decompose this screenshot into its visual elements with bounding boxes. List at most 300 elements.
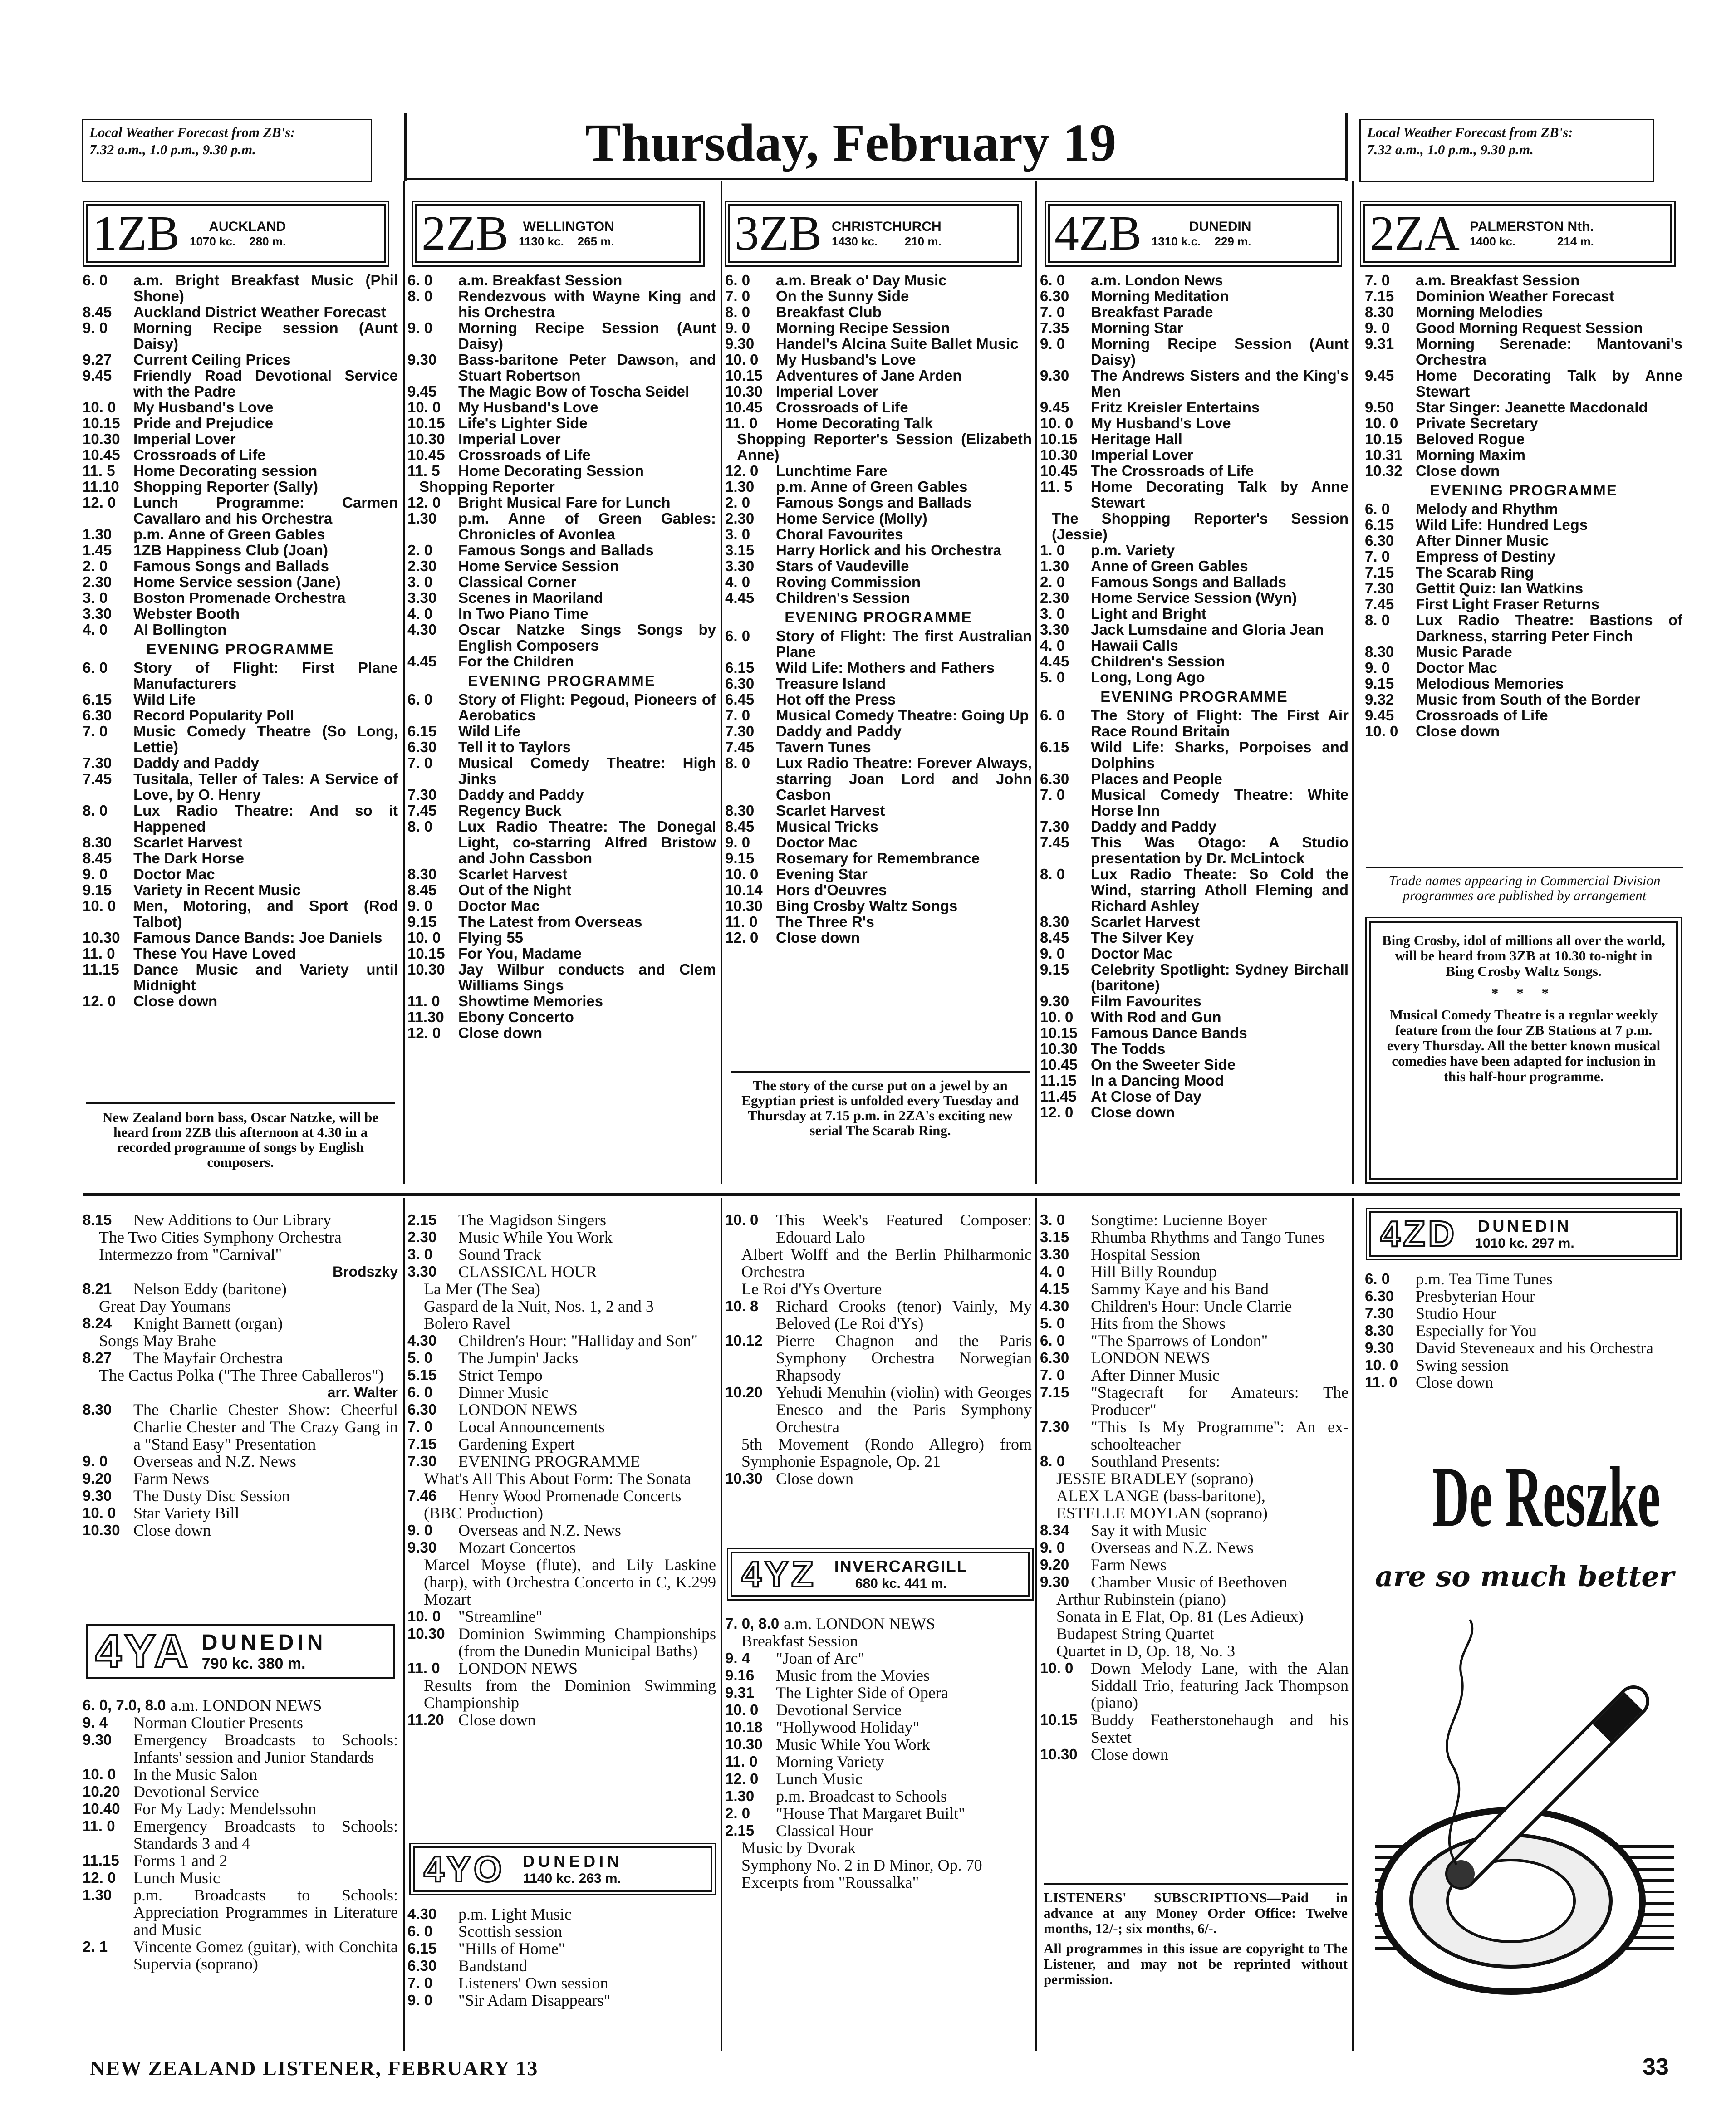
programme-title: Bass-baritone Peter Dawson, and Stuart Robertson	[458, 351, 716, 384]
station-kc: 1310 k.c.	[1152, 234, 1201, 248]
programme-title: 5th Movement (Rondo Allegro) from Symphonie Espagnole, Op. 21	[741, 1435, 1032, 1470]
programme-title: In the Music Salon	[133, 1765, 257, 1783]
time-label: 9.30	[407, 351, 437, 368]
programme-title: Overseas and N.Z. News	[1091, 1538, 1254, 1557]
programme-title: Evening Star	[776, 866, 868, 882]
list-item	[1040, 1280, 1349, 1298]
list-item	[1040, 1591, 1349, 1608]
programme-title: Home Decorating Talk	[776, 415, 933, 431]
list-item	[83, 1332, 398, 1349]
list-item	[1040, 1349, 1349, 1366]
time-label: 7. 0	[407, 1974, 433, 1991]
list-item	[1040, 930, 1349, 945]
copyright-text: All programmes in this issue are copyright to The Listener, and may not be reprinted without permission.	[1044, 1940, 1348, 1987]
station-box-2za	[1363, 204, 1672, 263]
list-item	[407, 1556, 716, 1608]
programme-title: Budapest String Quartet	[1056, 1625, 1214, 1643]
list-item	[1040, 463, 1349, 479]
list-item	[1040, 574, 1349, 590]
time-label: 5.15	[407, 1366, 437, 1383]
station-box-4ya	[86, 1624, 395, 1679]
programme-title: Strict Tempo	[458, 1366, 543, 1384]
list-item	[1365, 1305, 1682, 1322]
list-item	[83, 447, 398, 463]
time-label: 11.15	[83, 961, 119, 978]
programme-title: Forms 1 and 2	[133, 1851, 227, 1870]
time-label: 8.21	[83, 1280, 112, 1297]
programme-title: Shopping Reporter	[419, 478, 555, 495]
programme-title: LONDON NEWS	[458, 1659, 578, 1677]
time-label: 2. 0	[83, 558, 108, 574]
time-label: 10.20	[83, 1783, 120, 1800]
programme-title: Famous Dance Bands	[1091, 1024, 1247, 1041]
time-label: 11. 0	[83, 1817, 115, 1834]
list-item	[407, 542, 716, 558]
list-item	[725, 1788, 1032, 1805]
programme-title: Quartet in D, Op. 18, No. 3	[1056, 1642, 1235, 1660]
programme-title: Morning Recipe session (Aunt Daisy)	[133, 319, 398, 352]
time-label: 8. 0	[1040, 866, 1065, 882]
station-box-4yo	[413, 1846, 712, 1892]
programme-title: Vincente Gomez (guitar), with Conchita Supervia (soprano)	[133, 1938, 398, 1973]
programme-title: Crossroads of Life	[776, 399, 908, 416]
programme-title: Sound Track	[458, 1245, 542, 1264]
time-label: 12. 0	[83, 1869, 116, 1886]
time-label: 2.30	[407, 558, 437, 574]
programme-title: EVENING PROGRAMME	[458, 1452, 641, 1470]
list-item	[725, 304, 1032, 320]
time-label: 2.30	[725, 510, 755, 527]
list-item	[1040, 1246, 1349, 1263]
programme-title: Adventures of Jane Arden	[776, 367, 962, 384]
programme-title: Boston Promenade Orchestra	[133, 589, 346, 606]
list-item	[1365, 1322, 1682, 1339]
list-item	[1040, 834, 1349, 866]
programme-title: Lux Radio Theatre: The Donegal Light, co-starring Alfred Bristow and John Cassbon	[458, 818, 716, 867]
list-item	[1365, 660, 1682, 676]
list-item	[407, 320, 716, 352]
programme-title: Great Day Youmans	[99, 1297, 231, 1315]
time-label: 10.18	[725, 1719, 763, 1735]
programme-title: Music Parade	[1416, 643, 1512, 660]
station-city: INVERCARGILL	[834, 1557, 968, 1576]
time-label: 9. 0	[1365, 319, 1390, 336]
time-label: 10. 0	[725, 351, 759, 368]
programme-title: Bandstand	[458, 1957, 527, 1975]
programme-title: Good Morning Request Session	[1416, 319, 1643, 336]
time-label: 10. 0	[725, 866, 759, 882]
list-item	[725, 590, 1032, 606]
time-label: 6.30	[1365, 1288, 1394, 1304]
time-label: 1. 0	[1040, 542, 1065, 558]
time-label: 5. 0	[407, 1349, 433, 1366]
time-label: 8.30	[1365, 643, 1394, 660]
station-call: 2ZB	[422, 206, 509, 260]
list-item	[725, 1719, 1032, 1736]
time-label: 9. 0	[407, 319, 433, 336]
time-label: 9. 0	[83, 319, 108, 336]
time-label: 8.34	[1040, 1522, 1069, 1538]
time-label: 6. 0	[1040, 272, 1065, 289]
programme-title: Handel's Alcina Suite Ballet Music	[776, 335, 1019, 352]
programme-title: Story of Flight: Pegoud, Pioneers of Aerobatics	[458, 691, 716, 724]
list-item	[725, 882, 1032, 898]
time-label: 1.45	[83, 542, 112, 558]
list-item	[83, 930, 398, 945]
list-item	[407, 1905, 716, 1923]
time-label: 10. 0	[725, 1211, 759, 1228]
time-label: 6.15	[407, 1940, 437, 1957]
subscriptions-note	[1044, 1883, 1348, 1987]
time-label: 4. 0	[1040, 1263, 1065, 1280]
time-label: 9.20	[83, 1470, 112, 1487]
time-label: 10.31	[1365, 446, 1403, 463]
programme-title: The Latest from Overseas	[458, 913, 642, 930]
list-item	[1365, 676, 1682, 691]
programme-title: Close down	[1091, 1745, 1168, 1763]
programme-title: Famous Songs and Ballads	[133, 558, 329, 574]
time-label: 8.30	[83, 1401, 112, 1418]
programme-title: a.m. Break o' Day Music	[776, 272, 947, 289]
evening-programme-heading: EVENING PROGRAMME	[468, 672, 656, 689]
programme-title: Crossroads of Life	[133, 446, 266, 463]
list-item	[1040, 787, 1349, 818]
time-label: 10.45	[83, 446, 120, 463]
programme-title: Scottish session	[458, 1922, 563, 1940]
station-m: 214 m.	[1557, 234, 1594, 248]
programme-title: Hors d'Oeuvres	[776, 882, 887, 898]
programme-title: Roving Commission	[776, 573, 921, 590]
time-label: 11. 5	[1040, 478, 1073, 495]
time-label: 10.15	[1040, 431, 1078, 447]
time-label: 9. 0	[407, 1522, 433, 1538]
time-label: 9.30	[1040, 367, 1069, 384]
list-item	[725, 336, 1032, 352]
list-item	[1040, 415, 1349, 431]
time-label: 11. 0	[83, 945, 115, 962]
time-label: 8.27	[83, 1349, 112, 1366]
programme-title: After Dinner Music	[1091, 1366, 1220, 1384]
programme-title: Close down	[1416, 462, 1500, 479]
programme-title: a.m. Breakfast Session	[1416, 272, 1580, 289]
list-item	[725, 1332, 1032, 1384]
list-item	[407, 399, 716, 415]
list-item	[407, 1992, 716, 2009]
list-item	[83, 1211, 398, 1229]
list-item	[1040, 945, 1349, 961]
time-label: 7. 0	[725, 288, 750, 304]
list-item	[1365, 272, 1682, 288]
evening-programme-heading: EVENING PROGRAMME	[146, 641, 334, 657]
time-label: 9.45	[1040, 399, 1069, 416]
programme-title: At Close of Day	[1091, 1088, 1201, 1105]
list-item	[725, 866, 1032, 882]
programme-title: Anne of Green Gables	[1091, 558, 1248, 574]
time-label: 6. 0	[1365, 500, 1390, 517]
programme-title: ESTELLE MOYLAN (soprano)	[1056, 1504, 1268, 1522]
list-item	[407, 1349, 716, 1366]
time-label: 7. 0	[83, 723, 108, 740]
list-item	[407, 415, 716, 431]
time-label: 9.50	[1365, 399, 1394, 416]
programme-title: Imperial Lover	[776, 383, 878, 400]
list-item	[83, 1886, 398, 1938]
weather-box-right	[1359, 119, 1654, 182]
note-1zb: New Zealand born bass, Oscar Natzke, will be heard from 2ZB this afternoon at 4.30 in a recorded programme of songs by English composers.	[86, 1102, 395, 1170]
list-item	[1365, 415, 1682, 431]
list-item	[407, 447, 716, 463]
list-item	[1365, 288, 1682, 304]
list-item	[83, 304, 398, 320]
programme-title: "Hollywood Holiday"	[776, 1718, 920, 1736]
list-item	[407, 1539, 716, 1556]
programme-title: Symphony No. 2 in D Minor, Op. 70	[741, 1856, 982, 1874]
time-label: 12. 0	[83, 993, 116, 1009]
list-item	[1040, 1522, 1349, 1539]
programme-title: Musical Comedy Theatre: White Horse Inn	[1091, 786, 1349, 819]
time-label: 6.30	[407, 1957, 437, 1974]
list-item	[83, 1783, 398, 1800]
time-label: 11. 0	[725, 1753, 758, 1770]
list-item	[725, 1246, 1032, 1280]
time-label: 6. 0	[407, 1384, 433, 1401]
station-call: 3ZB	[735, 206, 822, 260]
promo-box	[1369, 921, 1678, 1180]
programme-title: Lux Radio Theate: So Cold the Wind, starring Atholl Fleming and Richard Ashley	[1091, 866, 1349, 914]
programme-title: a.m. London News	[1091, 272, 1223, 289]
programme-title: Morning Star	[1091, 319, 1183, 336]
list-item	[83, 1401, 398, 1453]
time-label: 8. 0	[1040, 1453, 1065, 1469]
list-item	[407, 1298, 716, 1315]
time-label: 6. 0	[1365, 1270, 1390, 1287]
list-item	[1365, 431, 1682, 447]
time-label: 9.30	[83, 1487, 112, 1504]
programme-title: The Magic Bow of Toscha Seidel	[458, 383, 690, 400]
list-item	[83, 707, 398, 723]
programme-title: JESSIE BRADLEY (soprano)	[1056, 1469, 1254, 1488]
programme-title: Scenes in Maoriland	[458, 589, 603, 606]
programme-title: Close down	[133, 993, 218, 1009]
list-item	[725, 1701, 1032, 1719]
programme-title: Men, Motoring, and Sport (Rod Talbot)	[133, 897, 398, 930]
station-m: 265 m.	[577, 234, 614, 248]
list-item	[83, 1349, 398, 1366]
list-item	[83, 993, 398, 1009]
programme-title: Imperial Lover	[1091, 446, 1193, 463]
schedule-4zd	[1365, 1270, 1682, 1415]
programme-title: Daddy and Paddy	[133, 754, 259, 771]
time-label: 8.45	[83, 850, 112, 867]
evening-programme-heading: EVENING PROGRAMME	[785, 609, 972, 626]
time-label: 10.15	[1365, 431, 1403, 447]
list-item	[1040, 653, 1349, 669]
programme-title: Pride and Prejudice	[133, 415, 274, 431]
time-label: 8. 0	[725, 754, 750, 771]
list-item	[1040, 590, 1349, 606]
time-label: 9. 0	[725, 834, 750, 851]
time-label: 11. 0	[407, 1660, 440, 1676]
list-item	[1040, 1711, 1349, 1746]
promo-musical: Musical Comedy Theatre is a regular weekly feature from the four ZB Stations at 7 p.m. every Thursday. All the better known musical comedies have been adapted for inclusion in this half-hour programme.	[1387, 1007, 1661, 1084]
programme-title: Swing session	[1416, 1356, 1509, 1374]
programme-title: ALEX LANGE (bass-baritone),	[1056, 1487, 1265, 1505]
list-item	[1365, 1357, 1682, 1374]
list-item	[1040, 1453, 1349, 1470]
programme-title: Gardening Expert	[458, 1435, 575, 1453]
time-label: 7. 0	[1365, 272, 1390, 289]
programme-title: Star Singer: Jeanette Macdonald	[1416, 399, 1648, 416]
time-label: 11.20	[407, 1711, 444, 1728]
time-label: 4.30	[407, 621, 437, 638]
time-label: 2.15	[407, 1211, 437, 1228]
programme-title: Breakfast Parade	[1091, 304, 1213, 320]
time-label: 8. 0	[407, 288, 433, 304]
programme-title: Bright Musical Fare for Lunch	[458, 494, 671, 511]
programme-title: Doctor Mac	[1091, 945, 1172, 962]
list-item	[83, 558, 398, 574]
programme-title: Al Bollington	[133, 621, 227, 638]
list-item	[83, 898, 398, 930]
programme-title: Doctor Mac	[458, 897, 540, 914]
time-label: 6. 0, 7.0, 8.0	[83, 1697, 166, 1714]
list-item	[1365, 549, 1682, 564]
time-label: 3. 0	[1040, 605, 1065, 622]
list-item	[83, 542, 398, 558]
programme-title: Hot off the Press	[776, 691, 896, 708]
programme-title: Devotional Service	[133, 1783, 259, 1801]
list-item	[407, 1940, 716, 1957]
programme-title: Scarlet Harvest	[458, 866, 568, 882]
list-item	[725, 367, 1032, 383]
list-item	[407, 1625, 716, 1660]
programme-title: Scarlet Harvest	[133, 834, 243, 851]
programme-title: The Three R's	[776, 913, 874, 930]
time-label: 11. 0	[725, 415, 758, 431]
time-label: 10.30	[407, 431, 445, 447]
time-label: 1.30	[725, 478, 755, 495]
programme-title: Overseas and N.Z. News	[133, 1452, 296, 1470]
programme-title: Results from the Dominion Swimming Championship	[424, 1676, 716, 1712]
list-item	[407, 787, 716, 803]
station-call: 4YZ	[741, 1554, 816, 1594]
list-item	[725, 383, 1032, 399]
list-item	[1040, 558, 1349, 574]
programme-title: Daddy and Paddy	[776, 723, 902, 740]
station-kc: 1400 kc.	[1469, 234, 1516, 248]
time-label: 6.30	[407, 739, 437, 755]
note-3zb: The story of the curse put on a jewel by an Egyptian priest is unfolded every Tuesday and Thursday at 7.15 p.m. in 2ZA's exciting new serial The Scarab Ring.	[731, 1071, 1030, 1138]
programme-title: Breakfast Club	[776, 304, 882, 320]
time-label: 7.45	[1040, 834, 1069, 851]
time-label: 11. 0	[407, 993, 440, 1009]
time-label: 4. 0	[407, 605, 433, 622]
time-label: 6.15	[1040, 739, 1069, 755]
time-label: 10. 0	[407, 929, 441, 946]
list-item	[1040, 818, 1349, 834]
list-item	[83, 606, 398, 622]
time-label: 8. 0	[83, 802, 108, 819]
list-item	[83, 1487, 398, 1504]
list-item	[83, 834, 398, 850]
time-label: 11.45	[1040, 1088, 1077, 1105]
time-label: 9. 4	[83, 1714, 108, 1731]
list-item	[407, 463, 716, 479]
column-rule	[1352, 1198, 1354, 2051]
list-item	[407, 1974, 716, 1992]
programme-title: These You Have Loved	[133, 945, 296, 962]
list-item	[1365, 596, 1682, 612]
programme-title: p.m. Anne of Green Gables	[133, 526, 325, 543]
programme-title: (BBC Production)	[424, 1504, 544, 1522]
list-item	[407, 1280, 716, 1298]
list-item	[407, 1418, 716, 1435]
list-item	[725, 818, 1032, 834]
station-city: PALMERSTON Nth.	[1469, 219, 1594, 234]
list-item	[725, 1650, 1032, 1667]
list-item	[725, 1856, 1032, 1874]
list-item	[1365, 320, 1682, 336]
list-item	[1040, 1229, 1349, 1246]
list-item	[725, 1805, 1032, 1822]
time-label: 2. 0	[725, 494, 750, 511]
list-item	[407, 1504, 716, 1522]
time-label: 8. 0	[1365, 612, 1390, 628]
page-title: Thursday, February 19	[585, 113, 1117, 172]
programme-title: Lunchtime Fare	[776, 462, 888, 479]
list-item	[83, 272, 398, 304]
programme-title: Close down	[776, 929, 860, 946]
time-label: 8. 0	[725, 304, 750, 320]
time-label: 8.45	[407, 882, 437, 898]
programme-title: Music by Dvorak	[741, 1839, 856, 1857]
station-m: 229 m.	[1214, 234, 1251, 248]
station-box-4zd	[1369, 1211, 1678, 1257]
time-label: 7. 0	[1040, 1366, 1065, 1383]
list-item	[407, 510, 716, 542]
list-item	[725, 479, 1032, 495]
list-item	[83, 866, 398, 882]
list-item	[1040, 1298, 1349, 1315]
programme-title: Children's Session	[1091, 653, 1225, 670]
list-item	[407, 1453, 716, 1470]
time-label: 9.31	[725, 1684, 755, 1701]
station-city: DUNEDIN	[523, 1852, 623, 1871]
programme-title: Le Roi d'Ys Overture	[741, 1280, 882, 1298]
time-label: 11.10	[83, 478, 119, 495]
list-item	[83, 526, 398, 542]
station-kc: 1070 kc.	[190, 234, 236, 248]
programme-title: Music Comedy Theatre (So Long, Lettie)	[133, 723, 398, 755]
list-item	[725, 1753, 1032, 1770]
programme-title: Morning Recipe Session	[776, 319, 950, 336]
time-label: 1.30	[725, 1788, 755, 1804]
programme-title: Imperial Lover	[133, 431, 236, 447]
station-call: 4ZD	[1380, 1214, 1457, 1254]
time-label: 2.30	[1040, 589, 1069, 606]
list-item	[725, 352, 1032, 367]
list-item	[725, 834, 1032, 850]
programme-title: Jack Lumsdaine and Gloria Jean	[1091, 621, 1324, 638]
time-label: 7.30	[1040, 818, 1069, 835]
time-label: 10.30	[725, 897, 763, 914]
programme-title: Children's Hour: "Halliday and Son"	[458, 1332, 698, 1350]
programme-title: Famous Songs and Ballads	[458, 542, 654, 558]
programme-title: The Magidson Singers	[458, 1211, 606, 1229]
time-label: 9. 0	[407, 1992, 433, 2008]
programme-title: Light and Bright	[1091, 605, 1206, 622]
list-item	[1040, 1608, 1349, 1625]
